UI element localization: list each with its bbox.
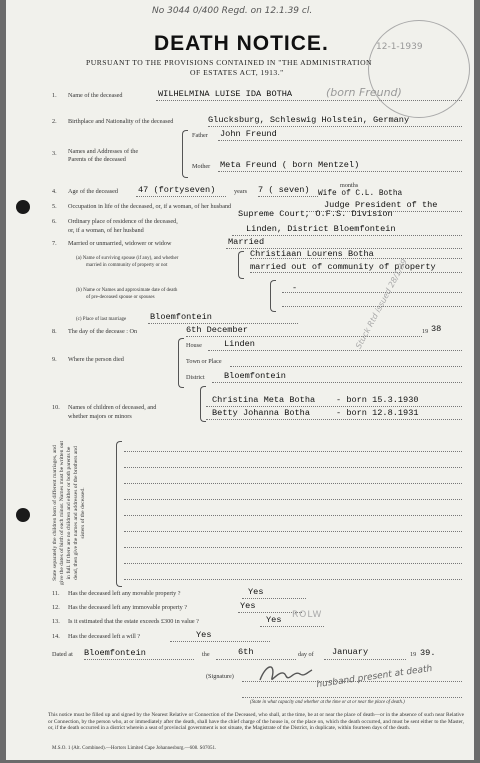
subtitle-line-1: PURSUANT TO THE PROVISIONS CONTAINED IN "THE ADMINISTRATION <box>86 58 373 67</box>
last-marriage-value: Bloemfontein <box>150 312 212 322</box>
marital-label: Married or unmarried, widower or widow <box>68 240 172 247</box>
child-born: - born 12.8.1931 <box>336 408 419 418</box>
immovable-label: Has the deceased left any immovable property ? <box>68 604 188 611</box>
spouse-label-2: married in community of property or not <box>86 263 168 268</box>
children-label-2: whether majors or minors <box>68 413 132 420</box>
father-value: John Freund <box>220 129 277 139</box>
mother-label: Mother <box>192 163 211 170</box>
house-value: Linden <box>224 339 255 349</box>
spouse-value-2: married out of community of property <box>250 262 436 272</box>
dated-the: the <box>202 651 210 658</box>
residence-label-1: Ordinary place of residence of the deceased, <box>68 218 178 225</box>
age-months-value: 7 ( seven) <box>258 185 310 195</box>
exceeds-label: Is it estimated that the estate exceeds £300 in value ? <box>68 618 199 625</box>
death-year-value: 38 <box>431 324 442 334</box>
age-years-label: years <box>234 188 248 195</box>
will-value: Yes <box>196 630 212 640</box>
immovable-value: Yes <box>240 601 256 611</box>
town-label: Town or Place <box>186 358 222 365</box>
name-value: WILHELMINA LUISE IDA BOTHA <box>158 89 293 99</box>
marital-value: Married <box>228 237 265 247</box>
spouse-value-1: Christiaan Lourens Botha <box>250 249 374 259</box>
punch-hole-bottom <box>16 508 30 522</box>
spouse-label-1: (a) Name of surviving spouse (if any), and whether <box>76 256 179 261</box>
predeceased-value: - <box>292 283 298 293</box>
last-marriage-label: (c) Place of last marriage <box>76 317 127 322</box>
movable-value: Yes <box>248 587 264 597</box>
dated-day: 6th <box>238 647 254 657</box>
item-number: 8. <box>52 328 57 335</box>
district-label: District <box>186 374 205 381</box>
death-day-label: The day of the decease : On <box>68 328 138 335</box>
predeceased-label-1: (b) Name or Names and approximate date of death <box>76 288 178 293</box>
child-born: - born 15.3.1930 <box>336 395 419 405</box>
birthplace-label: Birthplace and Nationality of the deceased <box>68 118 174 125</box>
item-number: 4. <box>52 188 57 195</box>
death-year-prefix: 19 <box>422 328 429 335</box>
death-day-value: 6th December <box>186 325 248 335</box>
age-years-value: 47 (fortyseven) <box>138 185 216 195</box>
dated-year: 39. <box>420 648 436 658</box>
item-number: 11. <box>52 590 60 597</box>
item-number: 14. <box>52 633 60 640</box>
death-notice-page <box>6 0 474 760</box>
children-label-1: Names of children of deceased, and <box>68 404 157 411</box>
item-number: 1. <box>52 92 57 99</box>
children-side-note: State separately the children born of different marriages, and give the dates of birth of each minor. Names must be written out in full. If there are no children and either or both parents be dead, then give the names and addresses of the brothers and sisters of the deceased. <box>52 440 86 585</box>
residence-label-2: or, if a woman, of her husband <box>68 227 144 234</box>
signature-capacity: husband present at death <box>315 663 433 691</box>
name-label: Name of the deceased <box>68 92 123 99</box>
will-annotation: ROLW <box>292 610 323 620</box>
dated-month: January <box>332 647 369 657</box>
age-months-label: months <box>340 182 359 189</box>
exceeds-value: Yes <box>266 615 282 625</box>
occupation-label: Occupation in life of the deceased, or, if a woman, of her husband <box>68 203 232 210</box>
birthplace-value: Glucksburg, Schleswig Holstein, Germany <box>208 115 410 125</box>
movable-label: Has the deceased left any movable property ? <box>68 590 181 597</box>
item-number: 6. <box>52 218 57 225</box>
dated-place: Bloemfontein <box>84 648 146 658</box>
item-number: 2. <box>52 118 57 125</box>
child-name: Christina Meta Botha <box>212 395 316 405</box>
dated-year-prefix: 19 <box>410 651 417 658</box>
name-annotation: (born Freund) <box>326 86 402 99</box>
footer-printer: M.S.O. 1 (Alt. Combined).—Hortors Limited Cape Johannesburg.—608. S07051. <box>52 746 217 751</box>
item-number: 3. <box>52 150 57 157</box>
signature-caption: (State in what capacity and whether at the time or at or near the place of death.) <box>250 700 405 705</box>
signature-label: (Signature) <box>206 673 234 680</box>
punch-hole-top <box>16 200 30 214</box>
registration-stamp <box>368 20 470 118</box>
occupation-value-3: Supreme Court, O.F.S. Division <box>238 209 393 219</box>
will-label: Has the deceased left a will ? <box>68 633 141 640</box>
occupation-value-1: Wife of C.L. Botha <box>318 190 403 198</box>
house-label: House <box>186 342 202 349</box>
dated-day-of: day of <box>298 651 314 658</box>
parents-label-2: Parents of the deceased <box>68 156 126 163</box>
age-label: Age of the deceased <box>68 188 118 195</box>
handwritten-reference: No 3044 0/400 Regd. on 12.1.39 cl. <box>152 6 313 16</box>
item-number: 10. <box>52 404 60 411</box>
subtitle-line-2: OF ESTATES ACT, 1913." <box>190 68 284 77</box>
page-title: DEATH NOTICE. <box>154 32 329 55</box>
death-place-label: Where the person died <box>68 356 124 363</box>
signature-scribble-icon <box>256 660 316 688</box>
item-number: 12. <box>52 604 60 611</box>
occupation-value-2: Judge President of the <box>324 200 438 210</box>
stamp-date: 12-1-1939 <box>376 42 423 52</box>
item-number: 13. <box>52 618 60 625</box>
residence-value: Linden, District Bloemfontein <box>246 224 396 234</box>
district-value: Bloemfontein <box>224 371 286 381</box>
item-number: 7. <box>52 240 57 247</box>
item-number: 9. <box>52 356 57 363</box>
signature-mark <box>256 660 316 693</box>
mother-value: Meta Freund ( born Mentzel) <box>220 160 360 170</box>
parents-label-1: Names and Addresses of the <box>68 148 139 155</box>
child-name: Betty Johanna Botha <box>212 408 310 418</box>
margin-handwriting-note: Stuck Rtd issued 28/1/39 <box>354 257 409 351</box>
dated-label: Dated at <box>52 651 73 658</box>
item-number: 5. <box>52 203 57 210</box>
father-label: Father <box>192 132 208 139</box>
predeceased-label-2: of pre-deceased spouse or spouses <box>86 295 155 300</box>
footer-notice: This notice must be filled up and signed by the Nearest Relative or Connection of the Deceased, who shall, at the time, be at or near the place of death—or in the absence of such near Relative or Connection, by the person who, at or immediately after the death, shall have the chief charge of the house in, or the place on, which the death occurred, and must be sent either to the Master, or, if the death occurred in a district wherein a seat of provincial government is not situate, the Magistrate of the District, in duplicate, within fourteen days of the death. <box>48 712 464 732</box>
